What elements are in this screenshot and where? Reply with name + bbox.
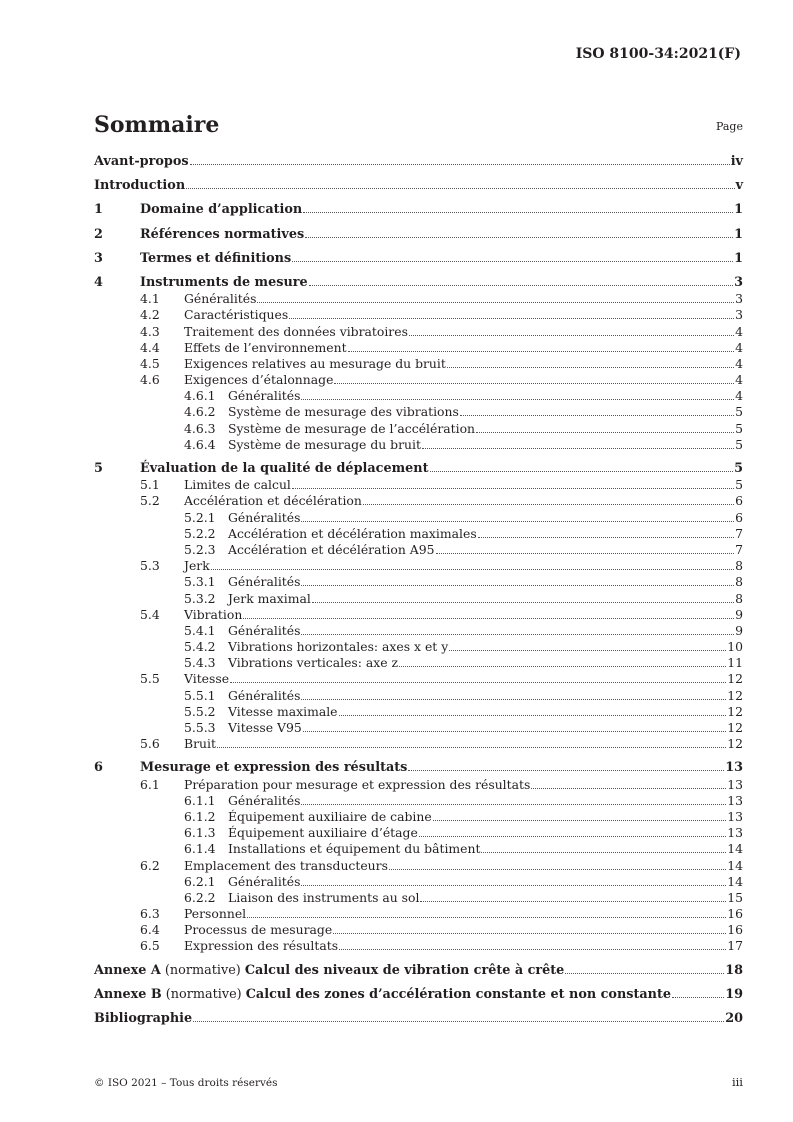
toc-entry-number: 2 [94, 226, 103, 242]
dot-leader [301, 698, 726, 700]
dot-leader [389, 868, 726, 870]
toc-entry-number: 5.5.3 [184, 720, 216, 735]
toc-entry-page: 5 [735, 477, 743, 493]
toc-entry-number: 6 [94, 760, 103, 776]
toc-entry-title: Généralités [184, 291, 257, 307]
toc-entry-page: 5 [734, 461, 743, 476]
dot-leader [433, 819, 727, 821]
toc-entry-page: 8 [735, 558, 743, 574]
dot-leader [481, 851, 726, 853]
dot-leader [301, 398, 734, 400]
toc-entry-page: 4 [735, 323, 743, 339]
dot-leader [289, 317, 734, 319]
toc-entry-title: Jerk maximal [228, 590, 311, 606]
toc-entry-page: 14 [727, 873, 743, 889]
toc-entry[interactable] [94, 421, 743, 437]
toc-entry-title: Exigences relatives au mesurage du bruit [184, 355, 446, 371]
toc-entry-number: 4.2 [140, 307, 160, 323]
toc-entry-page: 5 [735, 420, 743, 436]
toc-entry-page: 19 [725, 986, 743, 1002]
toc-entry[interactable] [94, 202, 743, 218]
annex-label: Annexe B [94, 986, 162, 1002]
toc-entry-number: 5.6 [140, 736, 160, 752]
toc-entry-number: 5.4.3 [184, 655, 216, 671]
toc-entry-title: Généralités [228, 574, 301, 590]
dot-leader [399, 665, 726, 667]
toc-entry[interactable] [94, 938, 743, 954]
dot-leader [301, 584, 734, 586]
dot-leader [303, 730, 727, 732]
toc-entry-number: 4 [94, 274, 103, 290]
dot-leader [476, 431, 734, 433]
toc-entry[interactable] [94, 154, 743, 170]
toc-entry-number: 1 [94, 202, 103, 218]
dot-leader [565, 972, 724, 974]
toc-entry-title: Système de mesurage de l’accélération [228, 420, 476, 436]
toc-entry-number: 5 [94, 461, 103, 476]
toc-entry[interactable] [94, 227, 743, 243]
toc-entry[interactable] [94, 558, 743, 574]
toc-entry-number: 6.1.3 [184, 825, 216, 841]
toc-entry-page: 15 [727, 889, 743, 905]
toc-entry-page: 18 [725, 962, 743, 978]
toc-entry[interactable] [94, 760, 743, 776]
toc-entry-page: v [735, 178, 743, 194]
dot-leader [422, 447, 734, 449]
toc-entry[interactable] [94, 736, 743, 752]
toc-entry-page: 8 [735, 590, 743, 606]
toc-entry-title: Système de mesurage du bruit [228, 436, 421, 452]
toc-entry-title: Traitement des données vibratoires [184, 323, 408, 339]
toc-entry-page: 14 [727, 841, 743, 857]
dot-leader [257, 301, 734, 303]
toc-entry-title: Introduction [94, 178, 186, 194]
toc-entry[interactable] [94, 251, 743, 267]
toc-entry-title: Liaison des instruments au sol [228, 889, 420, 905]
toc-entry-title: Vitesse maximale [228, 703, 338, 719]
toc-entry-title: Avant-propos [94, 154, 189, 169]
annex-type: (normative) [160, 962, 245, 978]
toc-entry-title: Accélération et décélération maximales [228, 525, 477, 541]
toc-entry-page: 12 [727, 687, 743, 703]
toc-entry-page: 13 [727, 808, 743, 824]
toc-entry-page: 17 [727, 938, 743, 954]
toc-entry-page: 13 [727, 825, 743, 841]
toc-entry-number: 6.1 [140, 776, 160, 792]
toc-entry-title: Domaine d’application [140, 202, 303, 218]
dot-leader [301, 803, 726, 805]
toc-entry-number: 6.2 [140, 857, 160, 873]
dot-leader [478, 536, 734, 538]
toc-entry-title: Instruments de mesure [140, 274, 308, 290]
dot-leader [230, 681, 726, 683]
dot-leader [436, 552, 735, 554]
toc-entry-number: 4.6.3 [184, 420, 216, 436]
dot-leader [301, 633, 734, 635]
toc-entry[interactable] [94, 356, 743, 372]
toc-entry-page: 5 [735, 404, 743, 420]
toc-entry[interactable] [94, 404, 743, 420]
toc-entry-title: Accélération et décélération [184, 493, 362, 509]
toc-entry-page: 3 [734, 274, 743, 290]
toc-entry-page: 6 [735, 509, 743, 525]
toc-entry-number: 4.6 [140, 372, 160, 388]
toc-entry[interactable] [94, 388, 743, 404]
toc-entry-number: 5.3.1 [184, 574, 216, 590]
dot-leader [217, 746, 726, 748]
toc-entry-number: 4.4 [140, 339, 160, 355]
annex-title: Calcul des zones d’accélération constante et non constante [245, 986, 672, 1002]
toc-entry[interactable] [94, 922, 743, 938]
toc-entry[interactable] [94, 655, 743, 671]
toc-entry-page: iv [730, 154, 743, 169]
toc-entry-page: 12 [727, 703, 743, 719]
toc-entry-title: Vitesse V95 [228, 720, 302, 735]
toc-entry[interactable] [94, 874, 743, 890]
toc-entry-title: Vitesse [184, 671, 230, 687]
toc-entry-number: 4.6.1 [184, 388, 216, 404]
toc-entry-page: 20 [725, 1011, 743, 1026]
toc-entry-title: Emplacement des transducteurs [184, 857, 388, 873]
toc-entry-title: Bibliographie [94, 1011, 193, 1026]
toc-entry-page: 13 [727, 792, 743, 808]
toc-entry[interactable] [94, 963, 743, 979]
toc-entry[interactable] [94, 793, 743, 809]
toc-entry-number: 6.2.1 [184, 873, 216, 889]
dot-leader [449, 649, 726, 651]
dot-leader [292, 260, 733, 262]
toc-entry-title: Bruit [184, 736, 216, 752]
toc-entry[interactable] [94, 542, 743, 558]
annex-title: Calcul des niveaux de vibration crête à crête [244, 962, 565, 978]
toc-entry-number: 5.3.2 [184, 590, 216, 606]
toc-entry-title: Références normatives [140, 226, 305, 242]
toc-entry[interactable] [94, 510, 743, 526]
toc-entry[interactable] [94, 574, 743, 590]
toc-entry[interactable] [94, 307, 743, 323]
dot-leader [301, 884, 726, 886]
toc-entry-page: 9 [735, 606, 743, 622]
toc-entry[interactable] [94, 777, 743, 793]
toc-entry[interactable] [94, 340, 743, 356]
toc-entry-page: 7 [735, 525, 743, 541]
toc-entry-title: Préparation pour mesurage et expression des résultats [184, 776, 531, 792]
toc-entry[interactable] [94, 825, 743, 841]
toc-entry-page: 16 [727, 922, 743, 938]
toc-entry-number: 6.5 [140, 938, 160, 954]
toc-entry[interactable] [94, 291, 743, 307]
toc-entry[interactable] [94, 372, 743, 388]
toc-entry-title [94, 963, 564, 979]
toc-entry-page: 3 [735, 291, 743, 307]
toc-entry-number: 4.1 [140, 291, 160, 307]
page-title: Sommaire [94, 112, 220, 138]
toc-entry-number: 4.6.4 [184, 436, 216, 452]
toc-entry[interactable] [94, 720, 743, 736]
dot-leader [460, 414, 734, 416]
toc-entry-number: 6.3 [140, 906, 160, 922]
toc-entry[interactable] [94, 906, 743, 922]
toc-entry-title: Termes et définitions [140, 250, 292, 266]
dot-leader [247, 916, 726, 918]
dot-leader [309, 284, 733, 286]
annex-type: (normative) [161, 986, 246, 1002]
toc-entry[interactable] [94, 987, 743, 1003]
toc-entry-page: 9 [735, 622, 743, 638]
dot-leader [301, 520, 734, 522]
footer-page-number: iii [731, 1075, 743, 1089]
toc-entry-number: 6.1.4 [184, 841, 216, 857]
toc-entry[interactable] [94, 324, 743, 340]
toc-entry-title: Jerk [184, 558, 210, 574]
toc-entry-title: Vibrations verticales: axe z [228, 655, 399, 671]
annex-label: Annexe A [94, 962, 161, 978]
toc-entry-title: Vibrations horizontales: axes x et y [228, 639, 449, 655]
dot-leader [430, 470, 734, 472]
toc-entry-page: 7 [735, 541, 743, 557]
toc-entry-title: Caractéristiques [184, 307, 289, 323]
toc-entry-title: Généralités [228, 792, 301, 808]
toc-entry-title: Personnel [184, 906, 247, 922]
toc-entry-title: Généralités [228, 509, 301, 525]
toc-entry-title: Installations et équipement du bâtiment [228, 841, 481, 857]
toc-entry-page: 12 [727, 671, 743, 687]
toc-entry-number: 5.4 [140, 606, 160, 622]
toc-entry[interactable] [94, 623, 743, 639]
toc-entry[interactable] [94, 858, 743, 874]
toc-entry-number: 4.6.2 [184, 404, 216, 420]
toc-entry-number: 6.1.2 [184, 808, 216, 824]
toc-entry-number: 5.5.1 [184, 687, 216, 703]
dot-leader [363, 503, 734, 505]
toc-entry-number: 4.5 [140, 355, 160, 371]
dot-leader [193, 1020, 724, 1022]
toc-entry-number: 5.3 [140, 558, 160, 574]
toc-entry[interactable] [94, 493, 743, 509]
dot-leader [305, 236, 733, 238]
dot-leader [408, 769, 724, 771]
toc-entry-title: Limites de calcul [184, 477, 291, 493]
toc-entry-number: 5.2.1 [184, 509, 216, 525]
toc-entry-number: 4.3 [140, 323, 160, 339]
toc-entry-number: 5.5.2 [184, 703, 216, 719]
dot-leader [334, 382, 734, 384]
toc-entry-title: Exigences d’étalonnage [184, 372, 334, 388]
toc-entry-page: 10 [727, 639, 743, 655]
dot-leader [447, 366, 734, 368]
toc-entry[interactable] [94, 1011, 743, 1027]
dot-leader [190, 163, 730, 165]
toc-entry-page: 1 [734, 202, 743, 218]
footer-copyright: © ISO 2021 – Tous droits réservés [94, 1077, 278, 1089]
toc-entry-title: Évaluation de la qualité de déplacement [140, 461, 429, 476]
toc-entry[interactable] [94, 437, 743, 453]
toc-entry[interactable] [94, 607, 743, 623]
dot-leader [292, 487, 734, 489]
toc-entry[interactable] [94, 704, 743, 720]
toc-entry-title: Mesurage et expression des résultats [140, 760, 408, 776]
toc-entry[interactable] [94, 809, 743, 825]
toc-entry[interactable] [94, 275, 743, 291]
dot-leader [333, 932, 726, 934]
toc-entry-number: 6.1.1 [184, 792, 216, 808]
toc-entry-number: 5.2.2 [184, 525, 216, 541]
toc-entry-page: 16 [727, 906, 743, 922]
toc-entry-title: Équipement auxiliaire d’étage [228, 825, 418, 841]
toc-entry-page: 6 [735, 493, 743, 509]
toc-entry-title: Accélération et décélération A95 [228, 541, 435, 557]
toc-entry-page: 1 [734, 250, 743, 266]
toc-entry[interactable] [94, 890, 743, 906]
toc-entry-page: 8 [735, 574, 743, 590]
dot-leader [186, 187, 734, 189]
toc-entry-title: Généralités [228, 622, 301, 638]
toc-entry[interactable] [94, 671, 743, 687]
toc-entry-page: 12 [727, 720, 743, 735]
toc-entry-title: Expression des résultats [184, 938, 339, 954]
dot-leader [339, 948, 726, 950]
toc-entry-number: 3 [94, 250, 103, 266]
toc-entry-title: Généralités [228, 687, 301, 703]
toc-entry[interactable] [94, 591, 743, 607]
toc-entry-number: 6.4 [140, 922, 160, 938]
toc-entry-title [94, 987, 671, 1003]
dot-leader [339, 714, 727, 716]
dot-leader [409, 334, 734, 336]
dot-leader [531, 787, 726, 789]
toc-entry-page: 4 [735, 388, 743, 404]
toc-entry-page: 12 [727, 736, 743, 752]
toc-entry-page: 13 [727, 776, 743, 792]
toc-entry[interactable] [94, 178, 743, 194]
dot-leader [312, 601, 734, 603]
toc-entry[interactable] [94, 526, 743, 542]
dot-leader [211, 568, 734, 570]
toc-entry-page: 13 [725, 760, 743, 776]
toc-entry[interactable] [94, 639, 743, 655]
toc-entry[interactable] [94, 461, 743, 477]
toc-entry[interactable] [94, 688, 743, 704]
toc-entry-title: Vibration [184, 606, 243, 622]
toc-entry-number: 5.5 [140, 671, 160, 687]
table-of-contents [94, 154, 743, 1027]
toc-entry-title: Généralités [228, 388, 301, 404]
toc-entry-number: 5.2.3 [184, 541, 216, 557]
toc-entry-page: 4 [735, 339, 743, 355]
toc-entry-number: 5.1 [140, 477, 160, 493]
toc-entry[interactable] [94, 841, 743, 857]
toc-entry-page: 3 [735, 307, 743, 323]
toc-entry-page: 4 [735, 355, 743, 371]
toc-entry-page: 14 [727, 857, 743, 873]
toc-entry-number: 5.4.2 [184, 639, 216, 655]
toc-entry-title: Effets de l’environnement [184, 339, 347, 355]
dot-leader [303, 211, 733, 213]
toc-entry-title: Processus de mesurage [184, 922, 333, 938]
toc-entry-number: 5.2 [140, 493, 160, 509]
toc-entry-title: Équipement auxiliaire de cabine [228, 808, 432, 824]
document-id: ISO 8100-34:2021(F) [575, 46, 741, 62]
toc-entry-page: 5 [735, 436, 743, 452]
toc-entry-number: 5.4.1 [184, 622, 216, 638]
toc-entry-title: Généralités [228, 873, 301, 889]
page-column-label: Page [715, 120, 743, 133]
toc-entry-page: 4 [735, 372, 743, 388]
dot-leader [419, 835, 726, 837]
dot-leader [348, 350, 735, 352]
toc-entry-number: 6.2.2 [184, 889, 216, 905]
toc-entry-title: Système de mesurage des vibrations [228, 404, 459, 420]
dot-leader [243, 617, 734, 619]
dot-leader [672, 996, 724, 998]
dot-leader [420, 900, 726, 902]
toc-entry-page: 11 [727, 655, 743, 671]
toc-entry[interactable] [94, 477, 743, 493]
toc-entry-page: 1 [734, 226, 743, 242]
